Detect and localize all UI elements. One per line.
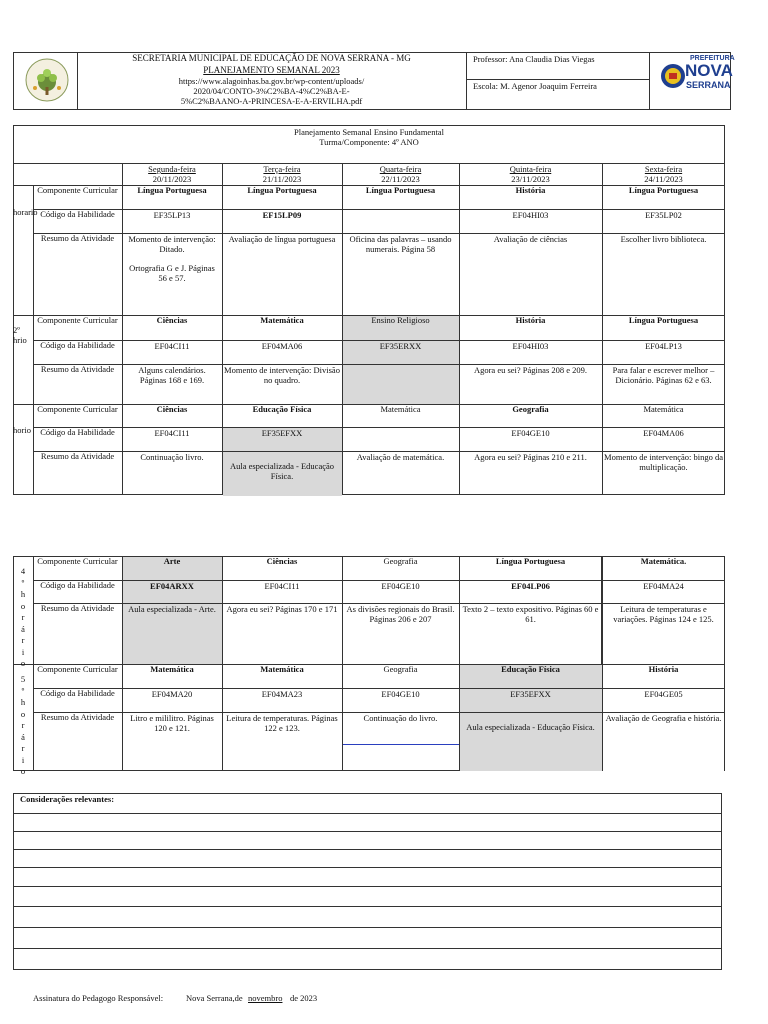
row-label: Código da Habilidade xyxy=(40,688,115,698)
resumo-cell: Avaliação de Geografia e história. xyxy=(605,713,722,723)
school-seal-logo xyxy=(22,54,72,106)
escola-field: Escola: M. Agenor Joaquim Ferreira xyxy=(473,81,597,91)
hour-label: horario xyxy=(13,207,38,217)
table-rule xyxy=(33,580,725,581)
resumo-cell: As divisões regionais do Brasil. Páginas 206 e 207 xyxy=(346,604,455,624)
row-label: Componente Curricular xyxy=(37,664,118,674)
row-label: Componente Curricular xyxy=(37,185,118,195)
codigo-cell: EF04GE10 xyxy=(511,428,550,438)
resumo-cell: Agora eu sei? Páginas 170 e 171 xyxy=(226,604,338,614)
codigo-cell: EF04MA23 xyxy=(261,689,303,699)
url-line-2: 2020/04/CONTO-3%C2%BA-4%C2%BA-E- xyxy=(193,86,350,96)
logo-nova-text: NOVA xyxy=(685,61,733,80)
resumo-cell: Aula especializada - Educação Física. xyxy=(466,722,595,732)
table-rule xyxy=(33,209,725,210)
logo-serrana-text: SERRANA xyxy=(686,80,731,90)
resumo-cell: Oficina das palavras – usando numerais. Página 58 xyxy=(349,234,452,254)
codigo-cell: EF04MA20 xyxy=(151,689,193,699)
mes-label: novembro xyxy=(248,993,283,1003)
codigo-cell: EF04CI11 xyxy=(264,581,300,591)
componente-cell: Língua Portuguesa xyxy=(365,185,436,195)
cidade-label: Nova Serrana,de xyxy=(186,993,243,1003)
codigo-cell xyxy=(342,428,459,430)
resumo-cell: Agora eu sei? Páginas 210 e 211. xyxy=(474,452,587,462)
codigo-cell: EF15LP09 xyxy=(262,210,302,220)
row-label: Resumo da Atividade xyxy=(40,364,115,374)
componente-cell: Língua Portuguesa xyxy=(247,185,317,195)
componente-cell: Matemática xyxy=(150,664,194,674)
blue-rule xyxy=(343,744,459,745)
resumo-cell: Para falar e escrever melhor – Dicionário. Páginas 62 e 63. xyxy=(612,365,715,385)
codigo-cell: EF35LP02 xyxy=(645,210,682,220)
row-label: Código da Habilidade xyxy=(40,340,115,350)
ano-label: de 2023 xyxy=(290,993,318,1003)
codigo-cell: EF35LP13 xyxy=(153,210,191,220)
componente-cell: Geografia xyxy=(383,664,418,674)
url-line-3: 5%C2%BAANO-A-PRINCESA-E-A-ERVILHA.pdf xyxy=(180,96,363,106)
codigo-cell: EF35ERXX xyxy=(379,341,422,351)
url-line-1: https://www.alagoinhas.ba.gov.br/wp-content/uploads/ xyxy=(178,76,365,86)
codigo-cell: EF04CI11 xyxy=(154,428,190,438)
day-date: 22/11/2023 xyxy=(381,174,420,184)
componente-cell: Educação Física xyxy=(501,664,560,674)
row-label: Código da Habilidade xyxy=(40,209,115,219)
resumo-cell: Avaliação de ciências xyxy=(493,234,568,244)
table-rule xyxy=(13,906,722,907)
resumo-cell: Continuação livro. xyxy=(140,452,204,462)
componente-cell: Língua Portuguesa xyxy=(137,185,207,195)
table-rule xyxy=(13,831,722,832)
resumo-cell: Escolher livro biblioteca. xyxy=(620,234,707,244)
codigo-cell: EF04GE10 xyxy=(381,581,420,591)
componente-cell: Matemática xyxy=(260,664,304,674)
day-date: 20/11/2023 xyxy=(152,174,192,184)
codigo-cell: EF04HI03 xyxy=(512,210,549,220)
gray-cell xyxy=(343,365,459,404)
componente-cell: História xyxy=(515,185,546,195)
day-date: 23/11/2023 xyxy=(511,174,550,184)
row-label: Resumo da Atividade xyxy=(40,712,115,722)
componente-cell: Ensino Religioso xyxy=(371,315,430,325)
resumo-cell: Avaliação de matemática. xyxy=(356,452,445,462)
codigo-cell: EF04LP06 xyxy=(511,581,550,591)
table-rule xyxy=(33,364,725,365)
componente-cell: Matemática xyxy=(643,404,684,414)
componente-cell: Ciências xyxy=(156,404,188,414)
table-rule xyxy=(13,927,722,928)
componente-cell: Ciências xyxy=(266,556,298,566)
codigo-cell: EF04MA24 xyxy=(643,581,684,591)
codigo-cell: EF04MA06 xyxy=(261,341,303,351)
resumo-cell: Litro e mililitro. Páginas 120 e 121. xyxy=(130,713,214,733)
componente-cell: Língua Portuguesa xyxy=(628,315,699,325)
professor-field: Professor: Ana Claudia Dias Viegas xyxy=(473,54,595,64)
table-title-line-2: Turma/Componente: 4º ANO xyxy=(319,137,419,147)
resumo-cell: Texto 2 – texto expositivo. Páginas 60 e 61. xyxy=(462,604,599,624)
consideracoes-label: Considerações relevantes: xyxy=(20,794,115,804)
codigo-cell: EF35EFXX xyxy=(510,689,551,699)
componente-cell: Língua Portuguesa xyxy=(628,185,699,195)
day-name: Terça-feira xyxy=(263,164,301,174)
codigo-cell: EF04HI03 xyxy=(512,341,549,351)
resumo-cell: Leitura de temperaturas. Páginas 122 e 123. xyxy=(226,713,338,733)
day-name: Sexta-feira xyxy=(644,164,683,174)
componente-cell: Matemática xyxy=(380,404,421,414)
componente-cell: Geografia xyxy=(512,404,549,414)
componente-cell: Geografia xyxy=(383,556,418,566)
day-date: 21/11/2023 xyxy=(262,174,302,184)
componente-cell: Matemática xyxy=(260,315,304,325)
hour-label: 2º hrio xyxy=(13,325,27,345)
table-rule xyxy=(33,340,725,341)
resumo-cell: Momento de intervenção: Divisão no quadro. xyxy=(224,365,340,385)
resumo-cell: Alguns calendários. Páginas 168 e 169. xyxy=(138,365,206,385)
hour-label-vertical: 4 º h o r á r i o xyxy=(20,566,26,668)
resumo-cell: Momento de intervenção: bingo da multiplicação. xyxy=(604,452,723,472)
codigo-cell: EF04GE05 xyxy=(644,689,683,699)
resumo-cell: Aula especializada - Educação Física. xyxy=(229,461,335,481)
resumo-cell: Leitura de temperaturas e variações. Páginas 124 e 125. xyxy=(613,604,714,624)
componente-cell: Arte xyxy=(163,556,181,566)
componente-cell: Ciências xyxy=(156,315,188,325)
secretaria-title: SECRETARIA MUNICIPAL DE EDUCAÇÃO DE NOVA SERRANA - MG xyxy=(132,53,411,63)
table-rule xyxy=(13,886,722,887)
day-name: Segunda-feira xyxy=(148,164,196,174)
table-title-line-1: Planejamento Semanal Ensino Fundamental xyxy=(294,127,444,137)
componente-cell: Educação Física xyxy=(252,404,312,414)
resumo-cell: Continuação do livro. xyxy=(363,713,438,723)
day-name: Quarta-feira xyxy=(379,164,422,174)
table-rule xyxy=(13,813,722,814)
row-label: Componente Curricular xyxy=(37,404,118,414)
table-rule xyxy=(33,688,725,689)
table-rule xyxy=(13,849,722,850)
table-rule xyxy=(13,948,722,949)
row-label: Componente Curricular xyxy=(37,315,118,325)
table-rule xyxy=(13,867,722,868)
table-rule xyxy=(33,712,725,713)
row-label: Componente Curricular xyxy=(37,556,118,566)
row-label: Código da Habilidade xyxy=(40,580,115,590)
day-date: 24/11/2023 xyxy=(644,174,683,184)
row-label: Resumo da Atividade xyxy=(40,233,115,243)
resumo-cell xyxy=(342,365,459,367)
resumo-cell: Agora eu sei? Páginas 208 e 209. xyxy=(473,365,588,375)
row-label: Código da Habilidade xyxy=(40,427,115,437)
componente-cell: Língua Portuguesa xyxy=(495,556,566,566)
row-label: Resumo da Atividade xyxy=(40,603,115,613)
componente-cell: Matemática. xyxy=(640,556,687,566)
codigo-cell xyxy=(342,210,459,212)
componente-cell: História xyxy=(515,315,546,325)
hour-label-vertical: 5 º h o r á r i o xyxy=(20,674,26,776)
table-rule xyxy=(33,233,725,234)
table-rule xyxy=(33,603,725,604)
table-rule xyxy=(33,427,725,428)
consideracoes-box xyxy=(13,793,722,970)
componente-cell: História xyxy=(648,664,679,674)
codigo-cell: EF04CI11 xyxy=(154,341,190,351)
planejamento-title: PLANEJAMENTO SEMANAL 2023 xyxy=(203,65,340,75)
row-label: Resumo da Atividade xyxy=(40,451,115,461)
assinatura-label: Assinatura do Pedagogo Responsável: xyxy=(33,993,164,1003)
resumo-cell: Avaliação de língua portuguesa xyxy=(228,234,336,244)
day-name: Quinta-feira xyxy=(509,164,552,174)
resumo-cell: Aula especializada - Arte. xyxy=(128,604,216,614)
hour-label: horio xyxy=(13,425,31,435)
table-rule xyxy=(33,451,725,452)
logo-prefeitura-text: PREFEITURA xyxy=(690,55,735,62)
codigo-cell: EF35EFXX xyxy=(261,428,303,438)
codigo-cell: EF04GE10 xyxy=(381,689,420,699)
codigo-cell: EF04MA06 xyxy=(643,428,684,438)
codigo-cell: EF04ARXX xyxy=(150,581,194,591)
resumo-cell: Momento de intervenção: Ditado. Ortografia G e J. Páginas 56 e 57. xyxy=(128,234,216,284)
codigo-cell: EF04LP13 xyxy=(645,341,682,351)
